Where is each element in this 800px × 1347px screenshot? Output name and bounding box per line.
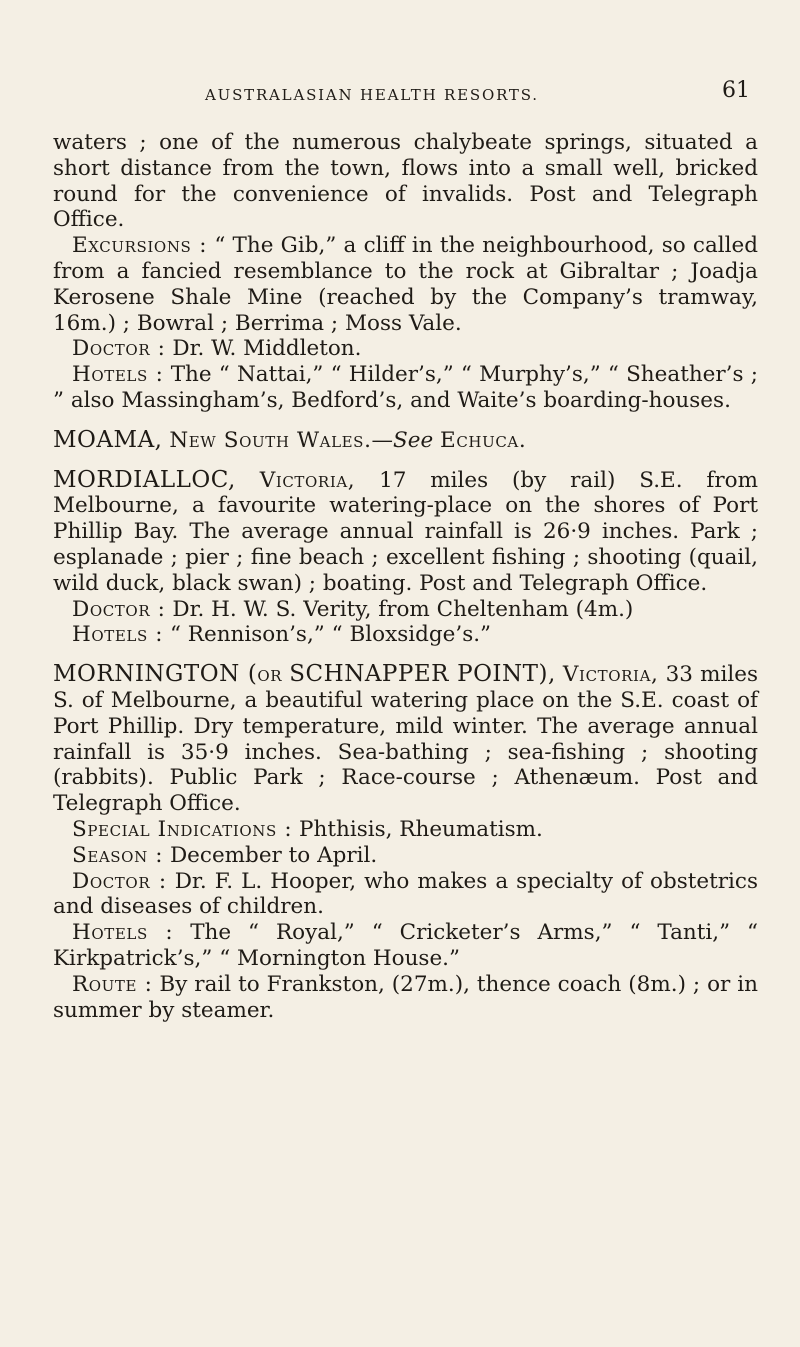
running-title: AUSTRALASIAN HEALTH RESORTS. xyxy=(205,86,539,104)
book-page xyxy=(53,78,758,1023)
place-name-schnapper-point: SCHNAPPER POINT), xyxy=(289,661,556,688)
hotels-label: Hotels : xyxy=(72,920,174,946)
running-head xyxy=(53,78,758,108)
body-text xyxy=(53,130,758,1023)
region-mordialloc: Victoria, xyxy=(259,467,356,493)
doctor-label: Doctor : xyxy=(72,868,167,894)
hotels-label: Hotels : xyxy=(72,362,164,388)
route-label: Route : xyxy=(72,971,153,997)
excursions-text: “ The Gib,” a cliff in the neighbourhood, so called from a fancied resemblance to the rock at Gibraltar ; Joadja Kerosene Shale Mine (reached by the Company’s tramway, 16m.) ; Bowral ; Berrima ; Moss Vale. xyxy=(53,233,758,336)
place-name-mordialloc: MORDIALLOC, xyxy=(53,466,236,493)
hotels-paragraph xyxy=(53,920,758,972)
route-paragraph xyxy=(53,972,758,1024)
hotels-paragraph xyxy=(53,362,758,414)
entry-moama xyxy=(53,428,758,454)
special-indications-label: Special Indications : xyxy=(72,816,293,842)
excursions-paragraph xyxy=(53,233,758,336)
doctor-paragraph xyxy=(53,869,758,921)
region-mornington: Victoria, xyxy=(562,662,659,688)
hotels-text: The “ Nattai,” “ Hilder’s,” “ Murphy’s,” “ Sheather’s ; ” also Massingham’s, Bedford’s, and Waite’s boarding-houses. xyxy=(53,362,758,413)
season-label: Season : xyxy=(72,842,164,868)
season-text: December to April. xyxy=(169,842,378,868)
page-number: 61 xyxy=(722,78,750,103)
paragraph-continuation: waters ; one of the numerous chalybeate springs, situated a short distance from the town, flows into a small well, bricked round for the convenience of invalids. Post and Telegraph Office. xyxy=(53,130,758,233)
moama-see: See xyxy=(393,427,434,453)
place-name-mornington: MORNINGTON ( xyxy=(53,661,258,688)
hotels-text: The “ Royal,” “ Cricketer’s Arms,” “ Tanti,” “ Kirkpatrick’s,” “ Mornington House.” xyxy=(53,920,759,971)
moama-cross-ref: Echuca. xyxy=(440,427,527,453)
doctor-paragraph xyxy=(53,597,758,623)
entry-mordialloc xyxy=(53,468,758,597)
hotels-label: Hotels : xyxy=(72,622,164,648)
mornington-text: 33 miles S. of Melbourne, a beautiful watering place on the S.E. coast of Port Phillip. Dry temperature, mild winter. The average annual rainfall is 35·9 inches. Sea-bathing ; sea-fishing ; shooting (rabbits). Public Park ; Race-course ; Athenæum. Post and Telegraph Office. xyxy=(53,662,758,817)
doctor-label: Doctor : xyxy=(72,596,166,622)
hotels-paragraph xyxy=(53,622,758,648)
entry-mornington xyxy=(53,662,758,817)
mordialloc-text: 17 miles (by rail) S.E. from Melbourne, a favourite watering-place on the shores of Port Phillip Bay. The average annual rainfall is 26·9 inches. Park ; esplanade ; pier ; fine beach ; excellent fishing ; shooting (quail, wild duck, black swan) ; boating. Post and Telegraph Office. xyxy=(53,467,758,596)
special-indications-paragraph xyxy=(53,817,758,843)
mornington-or: or xyxy=(257,662,283,688)
doctor-label: Doctor : xyxy=(72,336,166,362)
excursions-label: Excursions : xyxy=(72,233,208,259)
doctor-paragraph xyxy=(53,336,758,362)
doctor-text: Dr. F. L. Hooper, who makes a specialty of obstetrics and diseases of children. xyxy=(53,868,758,920)
season-paragraph xyxy=(53,843,758,869)
moama-dash: — xyxy=(371,427,393,453)
doctor-text: Dr. H. W. S. Verity, from Cheltenham (4m.) xyxy=(172,596,634,622)
route-text: By rail to Frankston, (27m.), thence coach (8m.) ; or in summer by steamer. xyxy=(53,971,758,1023)
hotels-text: “ Rennison’s,” “ Bloxsidge’s.” xyxy=(169,622,492,648)
region-moama: New South Wales. xyxy=(169,427,372,453)
special-indications-text: Phthisis, Rheumatism. xyxy=(299,816,543,842)
place-name-moama: MOAMA, xyxy=(53,426,163,453)
doctor-text: Dr. W. Middleton. xyxy=(172,336,362,362)
